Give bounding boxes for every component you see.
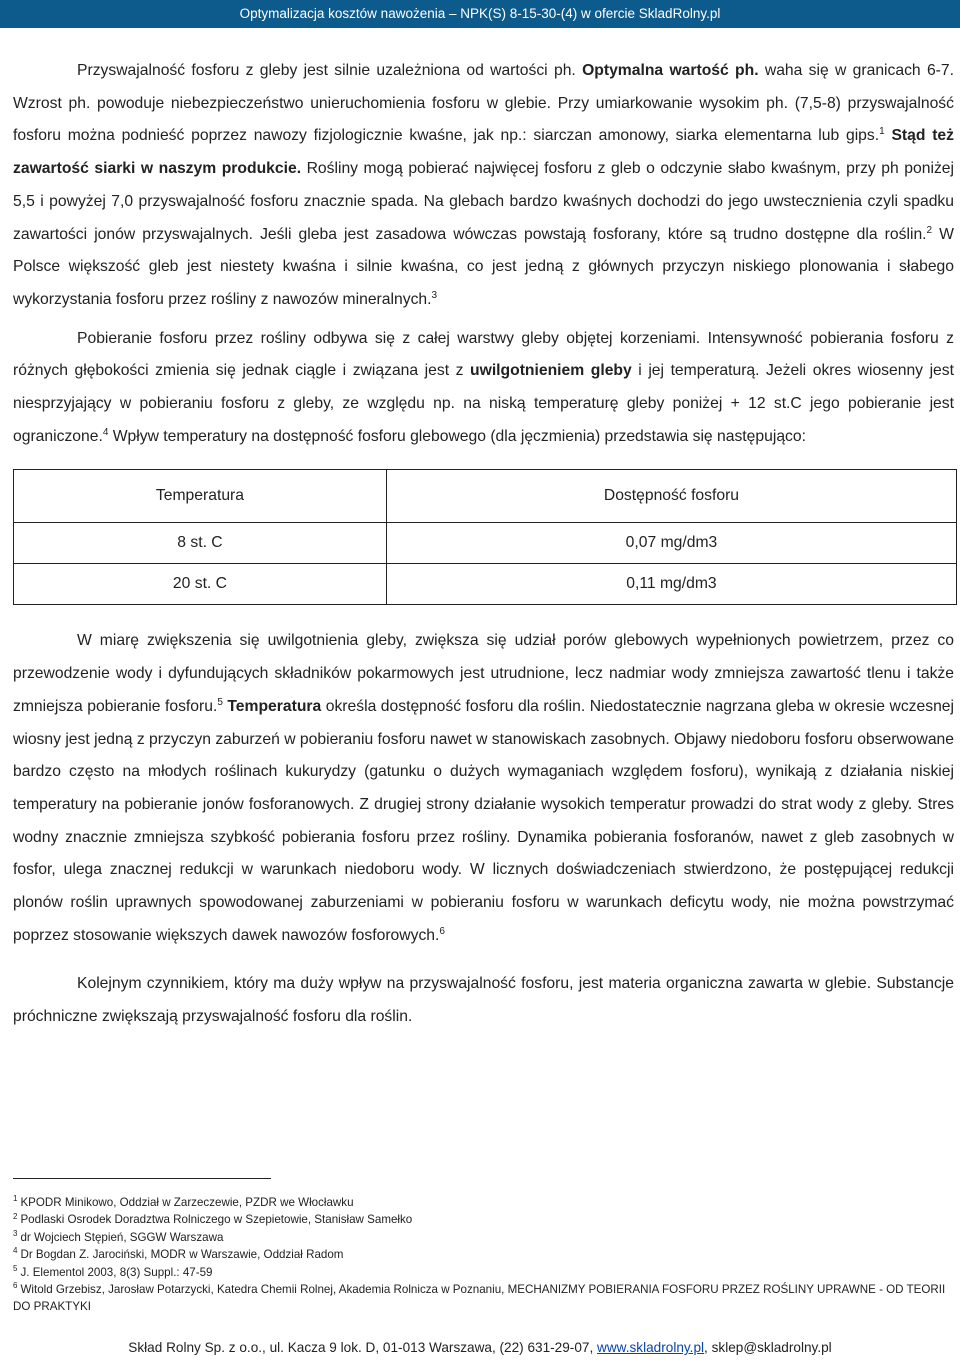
table-row <box>14 564 957 605</box>
text-segment: określa dostępność fosforu dla roślin. Niedostatecznie nagrzana gleba w okresie wczesnej wiosny jest jedną z przyczyn zaburzeń w pobieraniu fosforu nawet w stanowiskach zasobnych. Objawy niedoboru fosforu obserwowane bardzo często na młodych roślinach kukurydzy (gatunku o dużych wymaganiach względem fosforu), wynikają z działania niskiej temperatury na pobieranie jonów fosforanowych. Z drugiej strony działanie wysokich temperatur prowadzi do strat wody z gleby. Stres wodny znacznie zmniejsza szybkość pobierania fosforu przez rośliny. Dynamika pobierania fosforanów, nawet z gleb zasobnych w fosfor, ulega znacznej redukcji w warunkach niedoboru wody. W licznych doświadczeniach stwierdzono, że postępującej redukcji plonów roślin uprawnych spowodowanej zaburzeniami w pobieraniu fosforu w warunkach deficytu wody, nie można powstrzymać poprzez stosowanie większych dawek nawozów fosforowych. <box>13 697 955 944</box>
table-header-row <box>14 470 957 523</box>
paragraph-uptake-depth <box>13 323 954 454</box>
footnote-reference: 6 <box>439 925 445 937</box>
table-cell: 0,11 mg/dm3 <box>386 564 956 605</box>
footer-address: Skład Rolny Sp. z o.o., ul. Kacza 9 lok. D, 01-013 Warszawa, (22) 631-29-07, <box>128 1340 598 1355</box>
text-segment: W Polsce większość gleb jest niestety kwaśna i silnie kwaśna, co jest jedną z głównych przyczyn niskiego plonowania i słabego wykorzystania fosforu przez rośliny z nawozów mineralnych. <box>13 225 954 308</box>
header-title: Optymalizacja kosztów nawożenia – NPK(S) 8-15-30-(4) w ofercie SkladRolny.pl <box>239 6 721 21</box>
document-footer <box>0 1338 960 1358</box>
document-header <box>0 0 960 28</box>
footnote-reference: 1 <box>879 126 885 138</box>
table-header-availability: Dostępność fosforu <box>386 470 956 523</box>
footnote-reference: 5 <box>217 696 223 708</box>
text-segment: Rośliny mogą pobierać najwięcej fosforu z gleb o odczynie słabo kwaśnym, przy ph poniżej 5,5 i powyżej 7,0 przyswajalność fosforu znacznie spada. Na glebach bardzo kwaśnych dochodzi do jego uwstecznienia czyli spadku zawartości jonów przyswajalnych. Jeśli gleba jest zasadowa wówczas powstają fosforany, które są trudno dostępne dla roślin. <box>13 160 954 243</box>
footnote-item: $^3$ dr Wojciech Stępień, SGGW Warszawa <box>13 1228 224 1244</box>
text-segment: i jej temperaturą. Jeżeli okres wiosenny jest niesprzyjający w pobieraniu fosforu z gleby, ze względu np. na niską temperaturę gleby poniżej + 12 st.C jego pobieranie jest ograniczone. <box>13 362 954 445</box>
table-header-temperature: Temperatura <box>14 470 387 523</box>
paragraph-organic-matter <box>13 968 954 1033</box>
temperature-availability-table <box>13 469 957 605</box>
footnote-item: $^1$ KPODR Minikowo, Oddział w Zarzeczewie, PZDR we Włocławku <box>13 1194 354 1209</box>
document-body <box>13 55 954 1034</box>
footnote-separator <box>13 1178 271 1179</box>
paragraph-phosphorus-ph <box>13 55 954 317</box>
text-segment: Pobieranie fosforu przez rośliny odbywa się z całej warstwy gleby objętej korzeniami. Intensywność pobierania fosforu z różnych głębokości zmienia się jednak ciągle i związana jest z <box>13 329 954 380</box>
footer-website-link[interactable]: www.skladrolny.pl <box>597 1340 705 1355</box>
footnote-item: $^2$ Podlaski Osrodek Doradztwa Rolniczego w Szepietowie, Stanisław Samełko <box>13 1211 413 1227</box>
emphasized-text: Temperatura <box>227 697 322 715</box>
text-segment: Kolejnym czynnikiem, który ma duży wpływ na przyswajalność fosforu, jest materia organiczna zawarta w glebie. Substancje próchniczne zwiększają przyswajalność fosforu dla roślin. <box>13 975 954 1026</box>
footnote-item: $^6$ Witold Grzebisz, Jarosław Potarzycki, Katedra Chemii Rolnej, Akademia Rolnicza w Poznaniu, MECHANIZMY POBIERANIA FOSFORU PRZEZ ROŚLINY UPRAWNE - OD TEORII DO PRAKTYKI <box>13 1281 946 1314</box>
footnote-item: $^5$ J. Elementol 2003, 8(3) Suppl.: 47-59 <box>13 1263 213 1279</box>
paragraph-moisture-temperature <box>13 625 954 952</box>
emphasized-text: Stąd też zawartość siarki w naszym produkcie. <box>13 127 954 178</box>
footer-email: , sklep@skladrolny.pl <box>704 1340 832 1355</box>
table-cell: 20 st. C <box>14 564 387 605</box>
text-segment: waha się w granicach 6-7. Wzrost ph. powoduje niebezpieczeństwo unieruchomienia fosforu w glebie. Przy umiarkowanie wysokim ph. (7,5-8) przyswajalność fosforu można podnieść poprzez nawozy fizjologicznie kwaśne, jak np.: siarczan amonowy, siarka elementarna lub gips. <box>13 62 954 145</box>
table-cell: 8 st. C <box>14 523 387 564</box>
text-segment: W miarę zwiększenia się uwilgotnienia gleby, zwiększa się udział porów glebowych wypełnionych powietrzem, przez co przewodzenie wody i dyfundujących składników pokarmowych jest utrudnione, lecz nadmiar wody zmniejsza zawartość tlenu i także zmniejsza pobieranie fosforu. <box>13 632 954 715</box>
table-cell: 0,07 mg/dm3 <box>386 523 956 564</box>
footnote-reference: 2 <box>926 224 933 236</box>
text-segment: Wpływ temperatury na dostępność fosforu glebowego (dla jęczmienia) przedstawia się następująco: <box>108 427 806 445</box>
table-row <box>14 523 957 564</box>
footnote-reference: 3 <box>431 289 438 301</box>
text-segment: Przyswajalność fosforu z gleby jest silnie uzależniona od wartości ph. <box>77 62 583 79</box>
footnote-reference: 4 <box>102 426 109 438</box>
footnotes <box>13 1194 953 1316</box>
emphasized-text: uwilgotnieniem gleby <box>470 362 632 380</box>
emphasized-text: Optymalna wartość ph. <box>582 62 759 79</box>
footnote-item: $^4$ Dr Bogdan Z. Jarociński, MODR w Warszawie, Oddział Radom <box>13 1246 344 1262</box>
